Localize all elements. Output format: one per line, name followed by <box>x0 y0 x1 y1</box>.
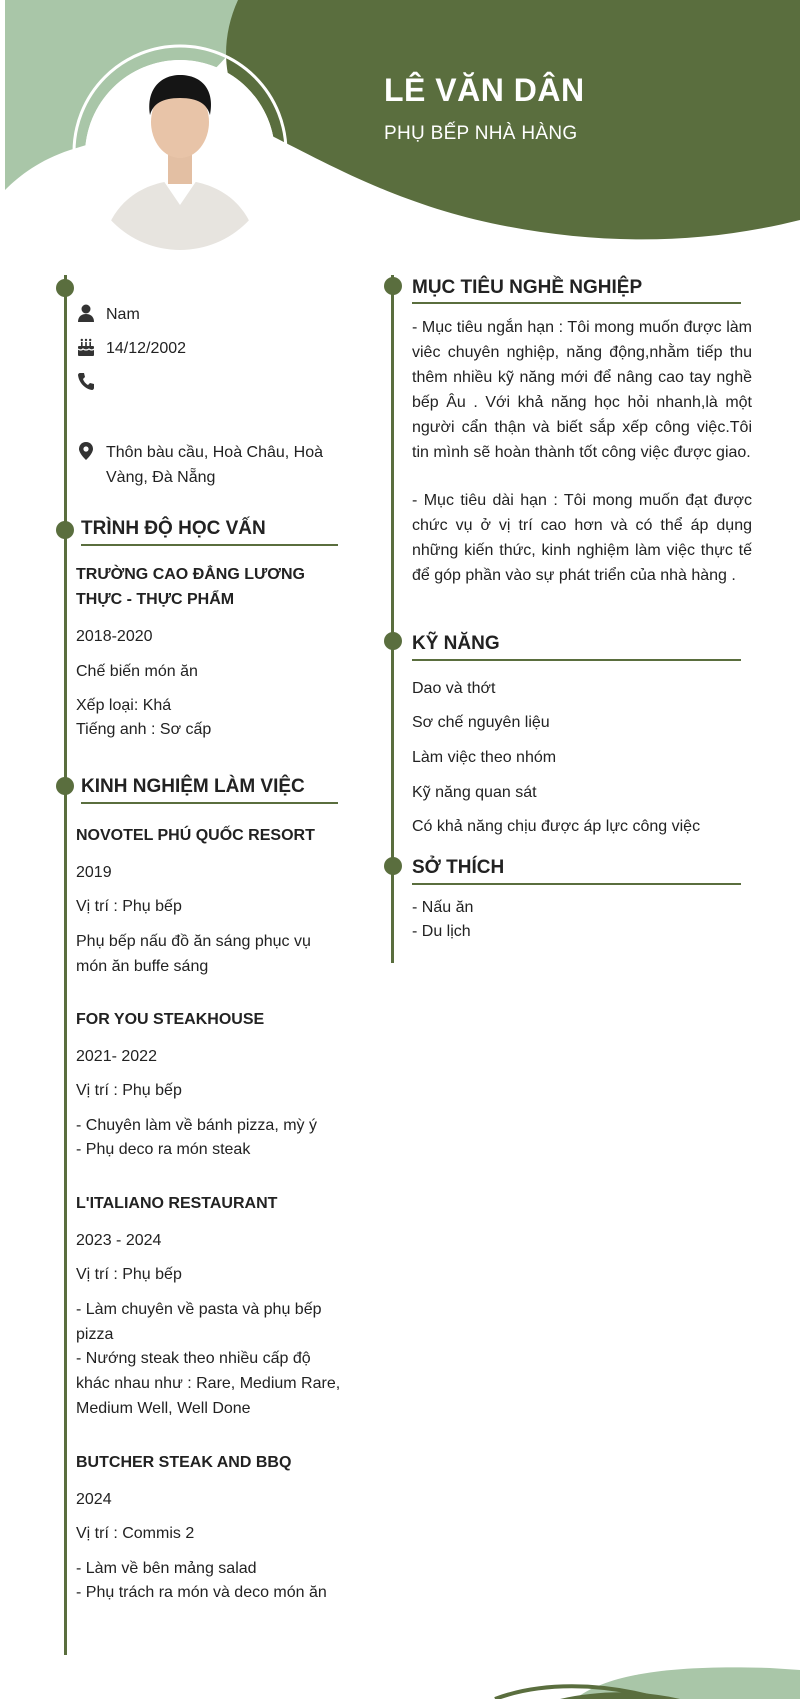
personal-info-dot <box>56 279 74 297</box>
job-description-line: - Chuyên làm về bánh pizza, mỳ ý <box>76 1117 317 1134</box>
candidate-name: LÊ VĂN DÂN <box>384 72 585 108</box>
location-icon <box>76 441 96 461</box>
cake-icon <box>76 337 96 357</box>
job-description-line: - Nướng steak theo nhiều cấp độ khác nhau như : Rare, Medium Rare, Medium Well, Well Done <box>76 1350 341 1417</box>
education-english: Tiếng anh : Sơ cấp <box>76 721 212 738</box>
experience-title: KINH NGHIỆM LÀM VIỆC <box>81 776 305 797</box>
skill-item: Có khả năng chịu được áp lực công việc <box>412 818 701 835</box>
job-company: BUTCHER STEAK AND BBQ <box>76 1454 292 1471</box>
hobbies-dot <box>384 857 402 875</box>
education-years: 2018-2020 <box>76 628 153 645</box>
job-years: 2019 <box>76 864 112 881</box>
birthday-value: 14/12/2002 <box>106 340 187 357</box>
job-company: NOVOTEL PHÚ QUỐC RESORT <box>76 827 315 844</box>
education-rank: Xếp loại: Khá <box>76 697 172 714</box>
objective-short-term: - Mục tiêu ngắn hạn : Tôi mong muốn được làm viêc chuyên nghiệp, năng động,nhằm tiếp thu thêm nhiều kỹ năng mới để nâng cao tay nghề bếp Âu . Với khả năng học hỏi nhanh,là một người cẩn thận và biết sắp xếp công việc.Tôi tin mình sẽ hoàn thành tốt công việc được giao. <box>412 319 752 461</box>
left-timeline <box>64 275 67 1655</box>
job-role: Vị trí : Phụ bếp <box>76 898 182 915</box>
candidate-position: PHỤ BẾP NHÀ HÀNG <box>384 123 578 144</box>
skills-dot <box>384 632 402 650</box>
job-company: FOR YOU STEAKHOUSE <box>76 1011 265 1028</box>
experience-dot <box>56 777 74 795</box>
job-years: 2021- 2022 <box>76 1048 157 1065</box>
education-underline <box>81 544 338 546</box>
job-description: Phụ bếp nấu đồ ăn sáng phục vụ món ăn buffe sáng <box>76 933 311 975</box>
gender-value: Nam <box>106 306 140 323</box>
education-major: Chế biến món ăn <box>76 663 198 680</box>
hobbies-underline <box>412 883 741 885</box>
job-description-line: - Phụ deco ra món steak <box>76 1141 251 1158</box>
hobby-item: - Du lịch <box>412 923 471 940</box>
skill-item: Kỹ năng quan sát <box>412 784 537 801</box>
education-title: TRÌNH ĐỘ HỌC VẤN <box>81 518 266 539</box>
job-description-line: - Phụ trách ra món và deco món ăn <box>76 1584 327 1601</box>
skills-title: KỸ NĂNG <box>412 633 500 654</box>
job-company: L'ITALIANO RESTAURANT <box>76 1195 278 1212</box>
objective-long-term: - Mục tiêu dài hạn : Tôi mong muốn đạt được chức vụ ở vị trí cao hơn và có thể áp dụng những kiến thức, kinh nghiệm làm việc thực tế để góp phần vào sự phát triển của nhà hàng . <box>412 492 752 584</box>
footer-decoration <box>0 1650 800 1699</box>
skills-underline <box>412 659 741 661</box>
job-description-line: - Làm chuyên về pasta và phụ bếp pizza <box>76 1301 322 1343</box>
job-years: 2023 - 2024 <box>76 1232 162 1249</box>
education-school: TRƯỜNG CAO ĐẲNG LƯƠNG THỰC - THỰC PHẨM <box>76 566 305 608</box>
job-role: Vị trí : Phụ bếp <box>76 1266 182 1283</box>
experience-underline <box>81 802 338 804</box>
person-icon <box>76 303 96 323</box>
hobbies-title: SỞ THÍCH <box>412 857 505 878</box>
job-role: Vị trí : Phụ bếp <box>76 1082 182 1099</box>
address-value: Thôn bàu cầu, Hoà Châu, Hoà Vàng, Đà Nẵng <box>106 444 324 486</box>
hobby-item: - Nấu ăn <box>412 899 474 916</box>
job-years: 2024 <box>76 1491 112 1508</box>
avatar <box>60 30 300 250</box>
objective-underline <box>412 302 741 304</box>
objective-dot <box>384 277 402 295</box>
skill-item: Sơ chế nguyên liệu <box>412 714 550 731</box>
phone-icon <box>76 371 96 391</box>
job-description-line: - Làm về bên mảng salad <box>76 1560 257 1577</box>
education-dot <box>56 521 74 539</box>
objective-title: MỤC TIÊU NGHỀ NGHIỆP <box>412 277 643 298</box>
skill-item: Dao và thớt <box>412 680 496 697</box>
job-role: Vị trí : Commis 2 <box>76 1525 195 1542</box>
skill-item: Làm việc theo nhóm <box>412 749 557 766</box>
